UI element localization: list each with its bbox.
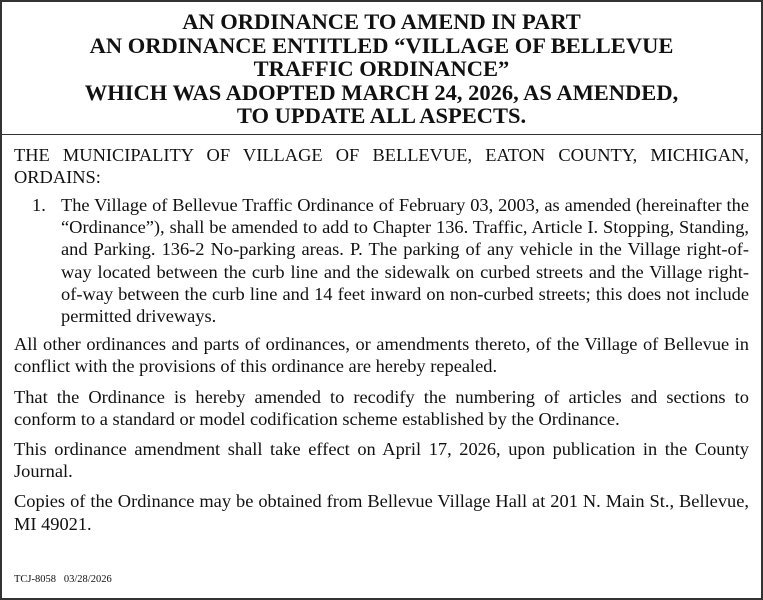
effective-date-paragraph: This ordinance amendment shall take effect on April 17, 2026, upon publication in the County Journal. <box>14 438 749 482</box>
item-text: The Village of Bellevue Traffic Ordinance of February 03, 2003, as amended (hereinafter the “Ordinance”), shall be amended to add to Chapter 136. Traffic, Article I. Stopping, Standing, and Parking. 136-2 No-parking areas. P. The parking of any vehicle in the Village right-of-way located between the curb line and the sidewalk on curbed streets and the Village right-of-way between the curb line and 14 feet inward on non-curbed streets; this does not include permitted driveways. <box>61 194 749 326</box>
repeal-paragraph: All other ordinances and parts of ordinances, or amendments thereto, of the Village of Bellevue in conflict with the provisions of this ordinance are hereby repealed. <box>14 334 749 377</box>
title-line: AN ORDINANCE ENTITLED “VILLAGE OF BELLEVUE <box>89 32 674 58</box>
amendment-list <box>14 194 749 327</box>
title-line: TO UPDATE ALL ASPECTS. <box>236 103 527 128</box>
ordinance-body <box>2 135 761 535</box>
list-item <box>14 194 749 327</box>
copies-paragraph: Copies of the Ordinance may be obtained from Bellevue Village Hall at 201 N. Main St., Bellevue, MI 49021. <box>14 491 749 534</box>
footer-code: TCJ-8058 03/28/2026 <box>14 574 112 585</box>
title-line: TRAFFIC ORDINANCE” <box>253 56 510 81</box>
ordinance-title <box>2 2 761 134</box>
intro-paragraph: THE MUNICIPALITY OF VILLAGE OF BELLEVUE, EATON COUNTY, MICHIGAN, ORDAINS: <box>14 144 749 187</box>
item-number: 1. <box>32 194 46 215</box>
title-line: WHICH WAS ADOPTED MARCH 24, 2026, AS AMENDED, <box>84 79 679 105</box>
recodify-paragraph: That the Ordinance is hereby amended to recodify the numbering of articles and sections to conform to a standard or model codification scheme established by the Ordinance. <box>14 386 749 429</box>
title-line: AN ORDINANCE TO AMEND IN PART <box>182 9 581 34</box>
